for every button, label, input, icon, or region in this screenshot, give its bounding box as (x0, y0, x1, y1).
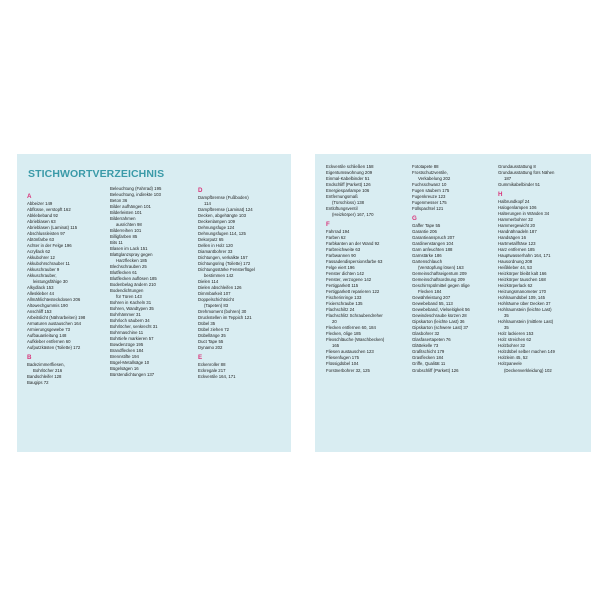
index-entry: Hammerbohrer 32 (498, 217, 533, 223)
index-entry: Anschliff 153 (27, 309, 52, 315)
index-entry: Gipskarton (leichte Last) 36 (412, 319, 465, 325)
index-entry: Hauptwasserhahn 164, 171 (498, 253, 551, 259)
index-entry: Brennstifte 194 (110, 354, 139, 360)
index-column (110, 186, 161, 379)
index-entry: Eckenroller 88 (198, 362, 226, 368)
index-entry: Abrieblasen 63 (27, 219, 56, 225)
index-entry: Garnstärke 186 (412, 253, 442, 259)
index-column (27, 193, 85, 386)
index-entry: Fahrrad 194 (326, 229, 350, 235)
index-entry: Bandschleifer 128 (27, 374, 62, 380)
index-entry: Bohrlöcher, senkrecht 31 (110, 324, 158, 330)
index-entry: Brandflecken 184 (110, 348, 144, 354)
index-entry: Gipskarton (schwere Last) 37 (412, 325, 469, 331)
index-entry-continuation: (Deckenverkleidung) 102 (504, 367, 552, 373)
index-entry: Entfernungsmaß (326, 194, 358, 200)
index-entry: Billigfarben 85 (110, 234, 138, 240)
index-entry: Felge eiert 196 (326, 265, 355, 271)
index-entry: Entlüftungsventil (326, 206, 358, 212)
index-entry-continuation: 35 (504, 313, 509, 319)
index-entry: Flachschiltz 24 (326, 307, 355, 313)
index-entry: Hohlräume über Decken 37 (498, 301, 551, 307)
index-entry: Bohrhämmer 31 (110, 312, 141, 318)
index-entry: Holzpaneele (498, 361, 522, 367)
index-entry: Fugenmesser 175 (412, 200, 447, 206)
index-entry: Abklebeband 92 (27, 213, 59, 219)
index-entry: Grasflecken 184 (412, 355, 444, 361)
index-entry: Gewebeband 55, 113 (412, 301, 453, 307)
index-page-left (17, 154, 291, 452)
index-entry: Dichtungsstärke Fensterflügel (198, 267, 255, 273)
index-entry-continuation: 187 (504, 176, 512, 182)
page-title: STICHWORTVERZEICHNIS (28, 168, 165, 180)
index-entry: Gewebeband, Vielseitigkeit 56 (412, 307, 470, 313)
index-entry: Flachschlitz Schraubendreher (326, 313, 383, 319)
index-entry: Abflüsse, verstopft 162 (27, 207, 71, 213)
index-entry: Hausordnung 208 (498, 259, 533, 265)
index-entry: Frostschutzventile, (412, 170, 448, 176)
index-entry: Farbreichweite 63 (326, 247, 361, 253)
index-entry: Gummikabelbinder 51 (498, 182, 541, 188)
index-entry: Doppelschichtsicht (198, 297, 234, 303)
index-entry: Hohlraumdübel 109, 145 (498, 295, 546, 301)
index-letter-heading: B (27, 354, 32, 362)
index-entry-continuation: Bohrlöcher 216 (33, 368, 63, 374)
index-entry: Fenster, verzogene 142 (326, 277, 372, 283)
index-entry: Dehnungsfugen 114, 125 (198, 231, 246, 237)
index-entry: Fertigparkett reparieren 122 (326, 289, 380, 295)
index-entry: Handnähnadeln 187 (498, 229, 537, 235)
index-entry: Allesklеber 44 (27, 291, 54, 297)
index-entry: Bohrloch säubern 34 (110, 318, 150, 324)
index-entry: Eckregale 217 (198, 368, 226, 374)
index-entry: Gartenschlauch (412, 259, 443, 265)
index-entry: Bilder aufhängen 101 (110, 204, 151, 210)
index-entry: Geschirrspülmittel gegen ölige (412, 283, 470, 289)
index-entry: Decken, abgehängte 103 (198, 213, 247, 219)
index-entry: Garn anfeuchten 188 (412, 247, 453, 253)
index-entry: Altowechgummis 190 (27, 303, 68, 309)
index-entry: Diamantbohrer 33 (198, 249, 233, 255)
index-entry-continuation: (Türschloss) 138 (332, 200, 364, 206)
index-entry: Holz lackieren 153 (498, 331, 534, 337)
index-entry: Fertigparkett 115 (326, 283, 359, 289)
index-entry: Fassadendispersionsfarbe 63 (326, 259, 383, 265)
index-entry: Dekorputz 65 (198, 237, 224, 243)
index-entry: Glasfasertapeten 76 (412, 337, 451, 343)
index-column (412, 164, 470, 374)
index-entry: Baugips 72 (27, 380, 49, 386)
index-entry: Griffe, Qualität 11 (412, 361, 446, 367)
index-entry: Armaturen austauschen 164 (27, 321, 81, 327)
index-entry: Endschliff (Parkett) 126 (326, 182, 371, 188)
index-entry: Fischerinringe 133 (326, 295, 362, 301)
index-entry: Energiesparlampe 106 (326, 188, 370, 194)
index-entry: Bits 11 (110, 240, 123, 246)
index-entry: Fototapete 88 (412, 164, 439, 169)
index-entry: Akkuschrauber, (27, 273, 57, 279)
index-entry: Heißkleber 44, 53 (498, 265, 532, 271)
index-entry: Dielen abschleifen 126 (198, 285, 242, 291)
index-entry: Bilderleisten 101 (110, 210, 142, 216)
index-entry: Halterungen in Wänden 34 (498, 211, 550, 217)
index-letter-heading: H (498, 191, 503, 199)
index-entry: Dichtungsring (Toilette) 172 (198, 261, 251, 267)
index-entry-continuation: leistungsfähige 30 (33, 279, 68, 285)
index-entry: Achter in der Felge 196 (27, 243, 72, 249)
index-entry: Harz entfernen 185 (498, 247, 535, 253)
index-entry: Alkydlack 153 (27, 285, 54, 291)
index-entry: Dellen in Holz 120 (198, 243, 233, 249)
index-entry: Fixierschraube 135 (326, 301, 363, 307)
index-entry: Bügel-Metallsäge 10 (110, 360, 150, 366)
index-entry: Hohlraumstein (leichte Last) (498, 307, 552, 313)
index-entry: Drehmoment (bohren) 30 (198, 309, 247, 315)
index-entry: Gemeinschaftseigentum 209 (412, 271, 467, 277)
index-entry: Akkubohrer 12 (27, 255, 55, 261)
index-entry: Gaffer Tape 55 (412, 223, 441, 229)
index-entry: Abbeizer 149 (27, 201, 53, 206)
index-entry: Fuchsschwanz 10 (412, 182, 447, 188)
index-entry: Fliesenfugen 175 (326, 355, 359, 361)
index-letter-heading: F (326, 221, 330, 229)
index-entry: Grafitschicht 179 (412, 349, 445, 355)
index-entry: Farben 62 (326, 235, 346, 241)
index-entry: Grobschliff (Parkett) 126 (412, 367, 459, 373)
index-entry: Einmal-Kabelbinder 51 (326, 176, 370, 182)
index-entry: Bohren in Kacheln 31 (110, 300, 152, 306)
index-entry-continuation: Verkabelung 202 (418, 176, 451, 182)
index-entry: Blasen im Lack 151 (110, 246, 148, 252)
index-entry: Dübel ziehen 72 (198, 327, 230, 333)
index-entry: Armierungsgewebe 73 (27, 327, 70, 333)
index-entry: Akkubohrschrauber 11 (27, 261, 70, 267)
index-entry: Hohlraumstein (mittlere Last) (498, 319, 554, 325)
index-entry: Bowdenzüge 195 (110, 342, 144, 348)
index-entry: Eigentumswohnung 209 (326, 170, 373, 176)
index-entry: Dynamo 202 (198, 345, 223, 351)
index-entry: Fugenkreuze 123 (412, 194, 446, 200)
index-entry: Fliesen austauschen 123 (326, 349, 374, 355)
index-entry: Beleuchtung (Fahrrad) 195 (110, 186, 162, 191)
index-entry-continuation: (Verstopfung lösen) 163 (418, 265, 464, 271)
index-entry: Fugen säubern 175 (412, 188, 450, 194)
index-entry-continuation: für Türen 143 (116, 294, 142, 300)
index-entry-continuation: bestimmen 142 (204, 273, 234, 279)
index-entry: Gewährleistung 207 (412, 295, 451, 301)
index-entry: Gemeinschaftsordnung 209 (412, 277, 465, 283)
index-entry: Flecken entfernen 60, 184 (326, 325, 376, 331)
index-letter-heading: D (198, 187, 203, 194)
index-entry: Abschlussleisten 97 (27, 231, 65, 237)
index-entry: Dampfbremse (Laminat) 124 (198, 207, 253, 213)
index-entry-continuation: 165 (332, 343, 340, 349)
index-entry: Deckenlampen 109 (198, 219, 236, 225)
index-entry: Hammergewicht 20 (498, 223, 536, 229)
index-entry: Bodenbelag ändern 210 (110, 282, 156, 288)
index-entry-continuation: (Heizkörper) 167, 170 (332, 212, 374, 218)
index-entry: Arbeitslicht (Nährarbeiten) 198 (27, 315, 86, 321)
index-page-right (315, 154, 591, 452)
index-entry-continuation: Harzflecken 185 (116, 258, 148, 264)
index-entry: Dübellänge 35 (198, 333, 226, 339)
index-entry: Akkuschrauber 9 (27, 267, 60, 273)
index-entry: Duct Tape 55 (198, 339, 224, 345)
index-entry: Bilderreihen 101 (110, 228, 142, 234)
index-entry: Blutflecken auflösen 185 (110, 276, 157, 282)
index-entry: Glasbohrer 32 (412, 331, 440, 337)
index-entry: Glättekelle 73 (412, 343, 439, 349)
index-entry: Garantie 206 (412, 229, 437, 235)
index-column (326, 164, 384, 374)
index-entry: Hartmetallfräse 123 (498, 241, 536, 247)
index-entry-continuation: 20 (332, 319, 337, 325)
index-entry: Acryllack 62 (27, 249, 51, 255)
index-entry: Halbrundkopf 24 (498, 199, 530, 205)
index-entry: Fenster dichten 142 (326, 271, 364, 277)
index-entry: Handsägen 16 (498, 235, 526, 241)
index-entry: Garantieanspruch 207 (412, 235, 455, 241)
index-entry: Dimmbarkeit 107 (198, 291, 231, 297)
index-entry: Aufputzkästen (Toilette) 172 (27, 345, 81, 351)
index-entry: Dehnungsfuge 124 (198, 225, 235, 231)
index-entry: Bodendichtungen (110, 288, 144, 294)
index-entry: Bohrmaschine 11 (110, 330, 144, 336)
index-entry: Abrieblasen (Laminat) 115 (27, 225, 78, 231)
index-entry: Gewindeschraube kürzen 28 (412, 313, 467, 319)
index-entry: Beleuchtung, indirekte 103 (110, 192, 161, 198)
index-entry: Füllspachtel 121 (412, 206, 444, 212)
index-entry-continuation: Flecken 184 (418, 289, 442, 295)
index-entry: Bohren, Wandtypen 35 (110, 306, 154, 312)
index-entry: Aufbauanleitung 148 (27, 333, 67, 339)
index-entry: Heizkörper bleibt kalt 166 (498, 271, 547, 277)
index-entry: Bilderrahmen (110, 216, 136, 222)
index-entry: Dübel 35 (198, 321, 216, 327)
index-column (198, 187, 255, 380)
index-entry: Beton 36 (110, 198, 128, 204)
index-letter-heading: G (412, 215, 417, 223)
index-entry: Gardinenstangen 104 (412, 241, 454, 247)
index-entry: Grundausstattung 8 (498, 164, 536, 169)
index-entry: Allmählichtesteckdosen 206 (27, 297, 81, 303)
index-entry: Forstnerbohrer 32, 125 (326, 367, 370, 373)
index-entry: Heizungsmanometer 170 (498, 289, 547, 295)
index-letter-heading: A (27, 193, 32, 200)
index-entry: Grundausstattung fürs Nähen (498, 170, 555, 176)
index-entry: Flexschläuche (Waschbecken) (326, 337, 385, 343)
index-entry: Blutflecken 61 (110, 270, 137, 276)
index-entry: Badezimmerfliesen, (27, 362, 65, 368)
index-entry: Holzleim 45, 52 (498, 355, 528, 361)
index-entry: Farbwannen 90 (326, 253, 356, 259)
index-entry: Druckstellen im Teppich 121 (198, 315, 252, 321)
index-entry: Dichtungen, verkalkte 157 (198, 255, 248, 261)
index-entry: Farbkanten an der Wand 92 (326, 241, 380, 247)
index-entry: Holz streichen 62 (498, 337, 532, 343)
index-entry: Flüssigdübel 104 (326, 361, 359, 367)
index-entry-continuation: (Tapeten) 83 (204, 303, 229, 309)
index-entry-continuation: 35 (504, 325, 509, 331)
index-entry: Bohrtiefe markieren 57 (110, 336, 154, 342)
index-entry: Blechschrauben 25 (110, 264, 147, 270)
index-entry: Bürstendichtungen 137 (110, 372, 155, 378)
index-entry-continuation: 114 (204, 201, 211, 207)
index-entry: Holzbohrer 32 (498, 343, 525, 349)
index-entry: Eckventile 164, 171 (198, 374, 236, 380)
index-entry: Blattglanzspray gegen (110, 252, 153, 258)
index-entry: Dielen 114 (198, 279, 219, 285)
index-entry: Abtönfarbe 63 (27, 237, 54, 243)
index-entry: Halogenlampen 106 (498, 205, 537, 211)
index-entry: Flecken, ölige 185 (326, 331, 361, 337)
index-entry: Bügelsägen 16 (110, 366, 139, 372)
index-entry: Eckventile schließen 158 (326, 164, 374, 169)
index-entry: Heizkörperlack 62 (498, 283, 533, 289)
index-entry-continuation: ausrichten 98 (116, 222, 142, 228)
index-entry: Heizkörper tauschen 168 (498, 277, 546, 283)
index-entry: Dampfbremse (Fußboden) (198, 195, 249, 200)
index-letter-heading: E (198, 354, 203, 362)
index-column (498, 164, 555, 374)
index-entry: Holzdübel selber machen 149 (498, 349, 555, 355)
index-entry: Aufkleber entfernen 60 (27, 339, 71, 345)
